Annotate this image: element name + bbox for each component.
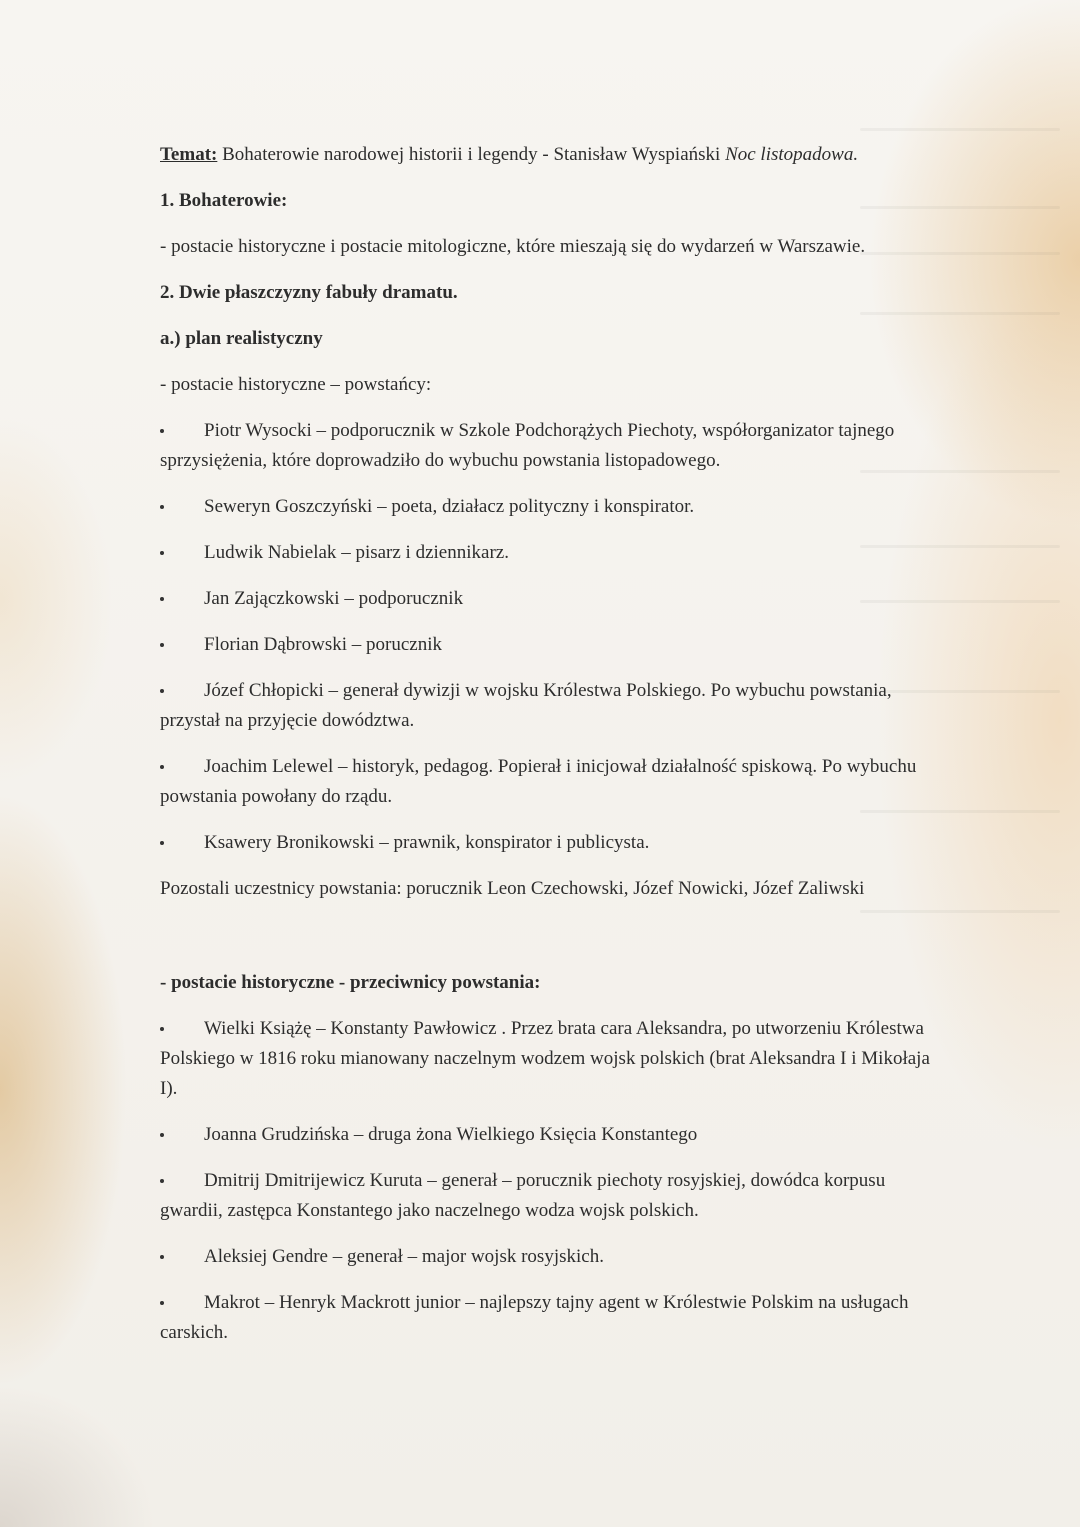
- person-name: Ludwik Nabielak: [204, 542, 337, 563]
- person-name: Joachim Lelewel: [204, 756, 334, 777]
- section-heading-heroes: 1. Bohaterowie:: [160, 190, 288, 211]
- person-description: – generał dywizji w wojsku Królestwa Polskiego. Po wybuchu powstania, przystał na przyjęcie dowództwa.: [160, 680, 892, 731]
- list-item: [160, 752, 950, 812]
- section-heroes-text: - postacie historyczne i postacie mitologiczne, które mieszają się do wydarzeń w Warszawie.: [160, 236, 866, 257]
- bullet-icon: [160, 1027, 164, 1031]
- person-description: – podporucznik: [339, 588, 464, 609]
- list-item: [160, 1166, 950, 1226]
- list-item: [160, 630, 950, 660]
- bleed-through-line: [860, 128, 1060, 131]
- list-item: [160, 584, 950, 614]
- person-description: – druga żona Wielkiego Księcia Konstantego: [349, 1124, 698, 1145]
- person-name: Józef Chłopicki: [204, 680, 324, 701]
- person-name: Florian Dąbrowski: [204, 634, 348, 655]
- insurgents-heading: - postacie historyczne – powstańcy:: [160, 374, 432, 395]
- document-body: [160, 140, 950, 1364]
- insurgents-list: [160, 416, 950, 858]
- title-text: Bohaterowie narodowej historii i legendy - Stanisław Wyspiański: [217, 144, 726, 165]
- list-item: [160, 416, 950, 476]
- opponents-list: [160, 1014, 950, 1348]
- bullet-icon: [160, 1301, 164, 1305]
- person-name: Joanna Grudzińska: [204, 1124, 350, 1145]
- list-item: [160, 1014, 950, 1104]
- person-description: – generał – major wojsk rosyjskich.: [327, 1246, 604, 1267]
- list-item: [160, 538, 950, 568]
- list-item: [160, 828, 950, 858]
- person-name: Ksawery Bronikowski: [204, 832, 375, 853]
- title-label: Temat:: [160, 144, 218, 165]
- person-description: – poeta, działacz polityczny i konspirator.: [372, 496, 695, 517]
- bullet-icon: [160, 597, 164, 601]
- person-description: – pisarz i dziennikarz.: [336, 542, 509, 563]
- person-description: – generał – porucznik piechoty rosyjskiej, dowódca korpusu gwardii, zastępca Konstantego jako naczelnego wodza wojsk polskich.: [160, 1170, 886, 1221]
- bullet-icon: [160, 689, 164, 693]
- bullet-icon: [160, 1255, 164, 1259]
- list-item: [160, 1120, 950, 1150]
- person-name: Aleksiej Gendre: [204, 1246, 328, 1267]
- bullet-icon: [160, 551, 164, 555]
- person-name: Dmitrij Dmitrijewicz Kuruta: [204, 1170, 423, 1191]
- person-description: – prawnik, konspirator i publicysta.: [374, 832, 650, 853]
- bullet-icon: [160, 765, 164, 769]
- bullet-icon: [160, 841, 164, 845]
- person-description: – historyk, pedagog. Popierał i inicjował działalność spiskową. Po wybuchu powstania powołany do rządu.: [160, 756, 917, 807]
- person-name: Wielki Książę: [204, 1018, 312, 1039]
- person-description: – Henryk Mackrott junior – najlepszy tajny agent w Królestwie Polskim na usługach carskich.: [160, 1292, 909, 1343]
- subheading-realistic-plan: a.) plan realistyczny: [160, 328, 323, 349]
- other-participants: Pozostali uczestnicy powstania: porucznik Leon Czechowski, Józef Nowicki, Józef Zaliwski: [160, 878, 865, 899]
- person-name: Seweryn Goszczyński: [204, 496, 373, 517]
- list-item: [160, 676, 950, 736]
- list-item: [160, 1288, 950, 1348]
- bullet-icon: [160, 505, 164, 509]
- list-item: [160, 492, 950, 522]
- document-title: [160, 140, 950, 170]
- bullet-icon: [160, 643, 164, 647]
- person-description: – podporucznik w Szkole Podchorążych Piechoty, współorganizator tajnego sprzysiężenia, które doprowadziło do wybuchu powstania listopadowego.: [160, 420, 895, 471]
- section-heading-plot-planes: 2. Dwie płaszczyzny fabuły dramatu.: [160, 282, 458, 303]
- bullet-icon: [160, 1133, 164, 1137]
- person-description: – porucznik: [347, 634, 442, 655]
- list-item: [160, 1242, 950, 1272]
- bullet-icon: [160, 429, 164, 433]
- title-work: Noc listopadowa.: [725, 144, 859, 165]
- spacer: [160, 920, 950, 968]
- person-name: Makrot: [204, 1292, 260, 1313]
- person-name: Piotr Wysocki: [204, 420, 312, 441]
- bullet-icon: [160, 1179, 164, 1183]
- person-description: – Konstanty Pawłowicz . Przez brata cara Aleksandra, po utworzeniu Królestwa Polskiego w 1816 roku mianowany naczelnym wodzem wojsk polskich (brat Aleksandra I i Mikołaja I).: [160, 1018, 930, 1099]
- opponents-heading: - postacie historyczne - przeciwnicy powstania:: [160, 972, 541, 993]
- person-name: Jan Zajączkowski: [204, 588, 340, 609]
